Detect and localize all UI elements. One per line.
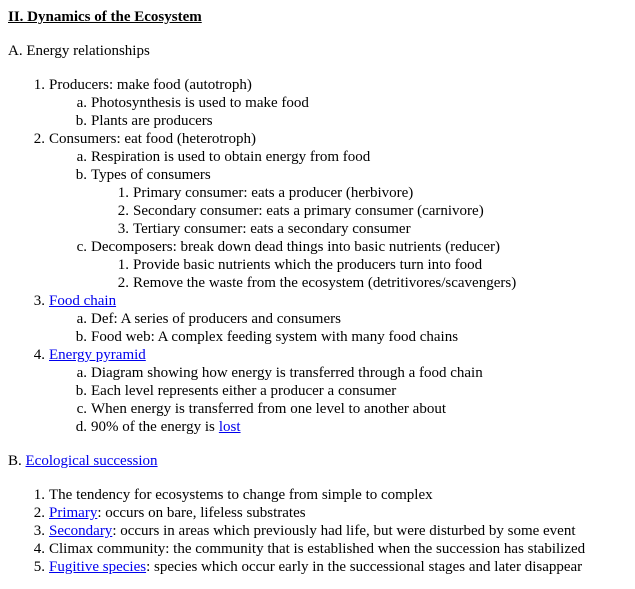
item-text: Producers: make food (autotroph) (49, 77, 252, 93)
ecological-succession-link[interactable]: Ecological succession (25, 453, 158, 469)
item-text: Types of consumers (91, 167, 211, 183)
secondary-link[interactable]: Secondary (49, 523, 113, 539)
item-number: 3. (33, 293, 45, 309)
item-number: b. (75, 383, 87, 399)
item-number: a. (76, 95, 87, 111)
list-item (8, 202, 635, 220)
list-item (8, 504, 635, 522)
list-item (8, 558, 635, 576)
item-number: 1. (33, 77, 45, 93)
page-title: II. Dynamics of the Ecosystem (8, 9, 202, 25)
list-item (8, 274, 635, 292)
list-item (8, 220, 635, 238)
item-number: 3. (33, 523, 45, 539)
section-b-heading (8, 452, 635, 470)
item-number: a. (76, 149, 87, 165)
fugitive-species-link[interactable]: Fugitive species (49, 559, 147, 575)
list-item (8, 418, 635, 436)
list-item (8, 76, 635, 130)
item-text: Food web: A complex feeding system with many food chains (91, 329, 459, 345)
list-item (8, 522, 635, 540)
list-item (8, 166, 635, 238)
item-text: : occurs in areas which previously had life, but were disturbed by some event (112, 523, 576, 539)
item-text: Each level represents either a producer a consumer (91, 383, 397, 399)
list-item (8, 540, 635, 558)
list-item (8, 130, 635, 292)
item-number: 1. (33, 487, 45, 503)
item-number: 2. (33, 131, 45, 147)
item-text: Climax community: the community that is established when the succession has stabilized (49, 541, 586, 557)
item-number: b. (75, 113, 87, 129)
item-number: a. (76, 311, 87, 327)
item-text: The tendency for ecosystems to change from simple to complex (49, 487, 433, 503)
item-text: When energy is transferred from one level to another about (91, 401, 447, 417)
item-text: Diagram showing how energy is transferred through a food chain (91, 365, 483, 381)
lost-link[interactable]: lost (218, 419, 241, 435)
item-text: Photosynthesis is used to make food (91, 95, 309, 111)
item-number: d. (75, 419, 87, 435)
list-item (8, 238, 635, 292)
item-number: 1. (117, 185, 129, 201)
list-item (8, 184, 635, 202)
item-number: 2. (117, 275, 129, 291)
item-text: Respiration is used to obtain energy from food (91, 149, 371, 165)
list-item (8, 400, 635, 418)
item-text: Def: A series of producers and consumers (91, 311, 341, 327)
item-text: Provide basic nutrients which the producers turn into food (133, 257, 483, 273)
item-text: Remove the waste from the ecosystem (detritivores/scavengers) (133, 275, 517, 291)
energy-pyramid-link[interactable]: Energy pyramid (49, 347, 146, 363)
item-number: 4. (33, 347, 45, 363)
item-number: 3. (117, 221, 129, 237)
item-text: Secondary consumer: eats a primary consumer (carnivore) (133, 203, 484, 219)
item-text: : species which occur early in the successional stages and later disappear (146, 559, 583, 575)
list-item (8, 328, 635, 346)
section-b-list (8, 486, 635, 576)
item-text: Plants are producers (91, 113, 213, 129)
item-number: b. (75, 329, 87, 345)
food-chain-link[interactable]: Food chain (49, 293, 117, 309)
list-item (8, 364, 635, 382)
item-text: : occurs on bare, lifeless substrates (97, 505, 306, 521)
item-number: 1. (117, 257, 129, 273)
list-item (8, 310, 635, 328)
item-text: Decomposers: break down dead things into basic nutrients (reducer) (91, 239, 501, 255)
list-item (8, 94, 635, 112)
list-item (8, 346, 635, 436)
item-text: 90% of the energy is (91, 419, 215, 435)
item-number: c. (76, 239, 87, 255)
item-number: a. (76, 365, 87, 381)
section-b-prefix: B. (8, 453, 22, 469)
list-item (8, 112, 635, 130)
list-item (8, 382, 635, 400)
section-a-heading: A. Energy relationships (8, 43, 150, 59)
list-item (8, 148, 635, 166)
list-item (8, 256, 635, 274)
section-a-list (8, 76, 635, 436)
item-text: Primary consumer: eats a producer (herbivore) (133, 185, 414, 201)
item-number: 2. (117, 203, 129, 219)
item-number: 5. (33, 559, 45, 575)
item-number: b. (75, 167, 87, 183)
item-number: c. (76, 401, 87, 417)
item-text: Consumers: eat food (heterotroph) (49, 131, 257, 147)
primary-link[interactable]: Primary (49, 505, 98, 521)
list-item (8, 292, 635, 346)
item-number: 2. (33, 505, 45, 521)
list-item (8, 486, 635, 504)
item-text: Tertiary consumer: eats a secondary consumer (133, 221, 411, 237)
item-number: 4. (33, 541, 45, 557)
